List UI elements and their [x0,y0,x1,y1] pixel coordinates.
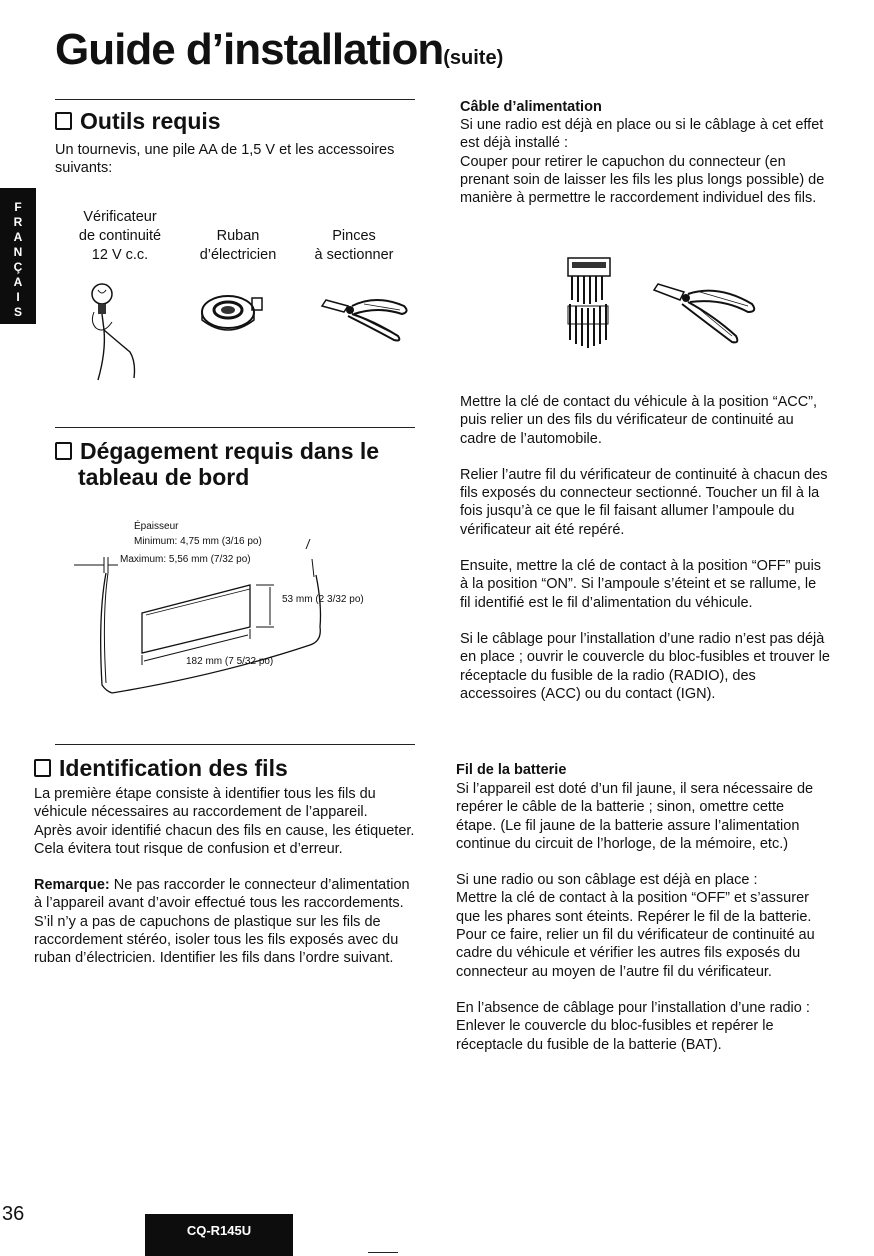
figure-width-label: 182 mm (7 5/32 po) [186,656,274,667]
batterie-paragraph-1: Si l’appareil est doté d’un fil jaune, il sera nécessaire de repérer le câble de la batterie ; sinon, omettre cette étape. (Le fil jaune de la batterie assure l’alimentation continue du circuit de l’horloge, de la mémoire, etc.) [456,781,814,852]
tool-label-tape: Ruban d’électricien [199,228,277,263]
section-divider [55,427,415,428]
checkbox-icon [55,442,72,460]
language-letter: N [13,245,23,259]
checkbox-icon [34,759,51,777]
remark-label: Remarque: [34,877,110,894]
section-divider [55,99,415,100]
tool-label-pliers: Pinces à sectionner [314,228,394,263]
cable-steps [460,393,830,703]
identification-text [34,785,418,968]
cable-paragraph-2: Couper pour retirer le capuchon du connecteur (en prenant soin de laisser les fils les plus longs possible) de manière à permettre le raccordement individuel des fils. [460,153,825,207]
section-heading-identification: Identification des fils [34,755,288,781]
batterie-heading: Fil de la batterie [456,762,567,778]
identification-paragraph-1: La première étape consiste à identifier tous les fils du véhicule nécessaires au raccordement de l’appareil. [34,786,376,821]
batterie-text [456,780,828,1054]
section-heading-outils: Outils requis [55,108,221,134]
language-letter: A [13,230,23,244]
figure-minimum-label: Minimum: 4,75 mm (3/16 po) [134,536,262,547]
continuity-tester-icon [86,282,146,386]
language-letter: R [13,215,23,229]
figure-thickness-label: Épaisseur [134,521,179,532]
model-badge: CQ-R145U [145,1214,293,1256]
section-divider [55,744,415,745]
cable-heading: Câble d’alimentation [460,99,602,115]
tool-label-tester: Vérificateur de continuité 12 V c.c. [78,209,162,263]
identification-paragraph-2: Après avoir identifié chacun des fils en cause, les étiqueter. Cela évitera tout risque de confusion et d’erreur. [34,822,415,857]
page-number: 36 [2,1203,25,1225]
outils-intro: Un tournevis, une pile AA de 1,5 V et les accessoires suivants: [55,142,395,177]
page-title: Guide d’installation(suite) [55,25,504,74]
remark-text: Ne pas raccorder le connecteur d’alimentation à l’appareil avant d’avoir effectué tous les raccordements. S’il n’y a pas de capuchons de plastique sur les fils de raccordement stéréo, isoler tous les fils exposés avec du ruban d’électricien. Identifier les fils dans l’ordre suivant. [34,877,410,967]
title-suffix: (suite) [443,47,504,69]
cable-paragraph-4: Relier l’autre fil du vérificateur de continuité à chacun des fils exposés du connecteur sectionné. Toucher un fil à la fois jusqu’à ce que le fil faisant allumer l’ampoule du vérificateur ait été repéré. [460,466,828,538]
electrical-tape-icon [196,292,268,338]
batterie-paragraph-3a: En l’absence de câblage pour l’installation d’une radio : [456,999,810,1016]
language-letter: Ç [13,260,23,274]
pliers-icon [318,292,412,344]
cable-intro [460,116,830,207]
pliers-icon [652,282,764,348]
section-heading-degagement: Dégagement requis dans le tableau de bord [55,438,435,490]
cable-paragraph-3: Mettre la clé de contact du véhicule à la position “ACC”, puis relier un des fils du vérificateur de continuité au cadre de l’automobile. [460,394,818,447]
cable-paragraph-5: Ensuite, mettre la clé de contact à la position “OFF” puis à la position “ON”. Si l’ampoule s’éteint et se rallume, le fil identifié est le fil d’alimentation du véhicule. [460,558,822,611]
footer-mark [368,1252,398,1253]
language-tab [0,188,36,324]
cable-paragraph-1: Si une radio est déjà en place ou si le câblage à cet effet est déjà installé : [460,117,824,152]
figure-maximum-label: Maximum: 5,56 mm (7/32 po) [120,554,251,565]
cable-paragraph-6: Si le câblage pour l’installation d’une radio n’est pas déjà en place ; ouvrir le couvercle du bloc-fusibles et trouver le réceptacle du fusible de la radio (RADIO), des accessoires (ACC) ou du contact (IGN). [460,630,830,702]
language-letter: I [16,290,20,304]
batterie-paragraph-2a: Si une radio ou son câblage est déjà en place : [456,872,758,889]
language-letter: S [13,305,22,319]
language-letter: A [13,275,23,289]
figure-height-label: 53 mm (2 3/32 po) [282,594,364,605]
batterie-paragraph-2b: Mettre la clé de contact à la position “OFF” et s’assurer que les phares sont éteints. Repérer le fil de la batterie. Pour ce faire, relier un fil du vérificateur de continuité au cadre du véhicule et vérifier les autres fils exposés du connecteur au moyen de l’autre fil du vérificateur. [456,890,815,980]
checkbox-icon [55,112,72,130]
language-letter: F [14,200,22,214]
batterie-paragraph-3b: Enlever le couvercle du bloc-fusibles et repérer le réceptacle du fusible de la batterie (BAT). [456,1018,774,1053]
identification-remark [34,876,418,967]
